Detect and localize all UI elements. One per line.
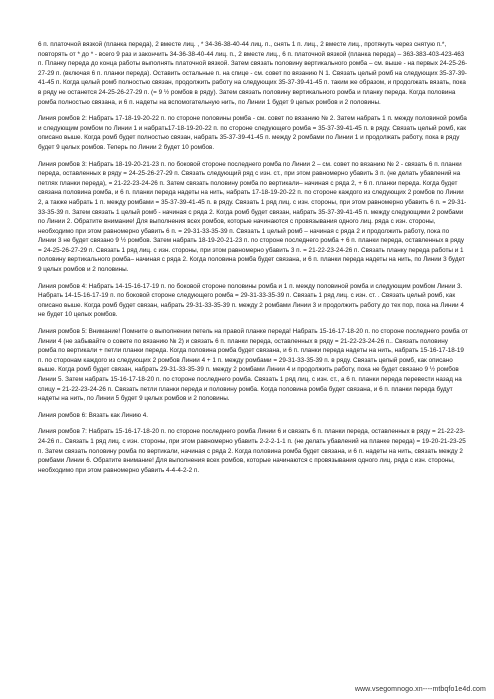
paragraph-line-7: Линия ромбов 7: Набрать 15-16-17-18-20 п. по стороне последнего ромба Линии 6 и связать 6 п. планки переда, оставленных в ряду = 21-22-23-24-26 п.. Связать 1 ряд лиц. с изн. стороны, при этом равномерно убавить 2-2-2-1-1 п. (не делать убавлений на планке переда) = 19-20-21-23-25 п. Затем связать половину ромба по вертикали, начиная с ряда 2. Когда половина ромба будет связана, и 6 п. надеты на нить, связать между 2 ромбами Линии 6. Обратите внимание! Для выполнения всех ромбов, которые начинаются с провязывания одного лиц. ряда с изн. стороны, необходимо при этом равномерно убавить 4-4-4-2-2 п. [38, 428, 466, 474]
paragraph-line-4: Линия ромбов 4: Набрать 14-15-16-17-19 п. по боковой стороне половины ромба и 1 п. между половиной ромба и следующим ромбом Линии 3. Набрать 14-15-16-17-19 п. по боковой стороне следующего ромба = 29-31-33-35-39 п. Связать 1 ряд лиц. с изн. ст. . Связать целый ромб, как описано выше. Когда ромб будет связан, набрать 29-31-33-35-39 п. между 2 ромбами Линии 3 и продолжить работу до тех пор, пока на Линии 4 не будет 10 целых ромбов. [38, 282, 464, 319]
paragraph-line-3: Линия ромбов 3: Набрать 18-19-20-21-23 п. по боковой стороне последнего ромба по Линии 2 – см. совет по вязанию № 2 - связать 6 п. планки переда, оставленных в ряду = 24-25-26-27-29 п. Связать следующий ряд с изн. ст., при этом равномерно убавить 3 п. (не делать убавлений на петлях планки переда), = 21-22-23-24-26 п. Затем связать половину ромба по вертикали– начиная с ряда 2, + 6 п. планки переда. Когда будет связана половина ромба, и 6 п. планки переда надеты на нить, набрать 17-18-19-20-22 п. по стороне каждого из следующих 2 ромбов по Линии 2, а также набрать 1 п. между ромбами = 35-37-39-41-45 п. в ряду. Связать 1 ряд лиц. с изн. стороны, при этом равномерно убавить 6 п. = 29-31-33-35-39 п. Затем связать 1 целый ромб - начиная с ряда 2. Когда ромб будет связан, набрать 35-37-39-41-45 п. между следующими 2 ромбами по Линии 2. Обратите внимание! Для выполнения всех ромбов, которые начинаются с провязывания одного лиц. ряда с изн. стороны, необходимо при этом равномерно убавить 6 п. = 29-31-33-35-39 п. Связать 1 целый ромб – начиная с ряда 2 и продолжить работу, пока по Линии 3 не будет связано 9 ½ ромбов. Затем набрать 18-19-20-21-23 п. по стороне последнего ромба + 6 п. планки переда, оставленных в ряду = 24-25-26-27-29 п. Связать 1 ряд лиц. с изн. стороны, при этом равномерно убавить 3 п. = 21-22-23-24-26 п. Связать планку переда работы и 1 половину вертикального ромба– начиная с ряда 2. Когда половина ромба будет связана, и 6 п. планки переда надеты на нить, по Линии 3 будет 9 целых ромбов и 2 половины. [38, 160, 467, 274]
paragraph-gap [38, 320, 468, 327]
paragraph-line-6: Линия ромбов 6: Вязать как Линию 4. [38, 411, 149, 419]
footer-url[interactable]: www.vsegomnogo.xn----mtbqfo1e4d.com [354, 686, 486, 693]
paragraph-line-1-end: 6 п. платочной вязкой (планка переда), 2 вместе лиц. , * 34-36-38-40-44 лиц. п., снять 1 п. лиц., 2 вместе лиц., протянуть через снятую п.*, повторять от * до * - всего 9 раз и закончить 34-36-38-40-44 лиц. п., 2 вместе лиц., 6 п. платочной вязкой (планка переда) – 363-383-403-423-463 п. Планку переда до конца работы выполнять платочной вязкой. Затем связать половину вертикального ромба – см. выше - на первых 24-25-26-27-29 п. (включая 6 п. планки переда). Оставить остальные п. на спице - см. совет по вязанию N 1. Связать целый ромб на следующих 35-37-39-41-45 п. Когда целый ромб полностью связан, продолжить работу на следующих 35-37-39-41-45 п. таким же образом, и продолжать вязать, пока в ряду не останется 24-25-26-27-29 п. (= 9 ½ ромбов в ряду). Затем связать половину вертикального ромба и планку переда. Когда половина ромба полностью связана, и 6 п. надеты на вспомогательную нить, по Линии 1 будет 9 целых ромбов и 2 половины. [38, 41, 468, 106]
paragraph-gap [38, 404, 468, 411]
paragraph-line-5: Линия ромбов 5: Внимание! Помните о выполнении петель на правой планке переда! Набрать 15-16-17-18-20 п. по стороне последнего ромба от Линии 4 (не забывайте о совете по вязанию № 2) и связать 6 п. планки переда, оставленных в ряду = 21-22-23-24-26 п.. Связать половину ромба по вертикали + петли планки переда. Когда половина ромба будет связана, и 6 п. планки переда надеты на нить, набрать 15-16-17-18-19 п. по сторонам каждого из следующих 2 ромбов Линии 4 + 1 п. между ромбами = 29-31-33-35-39 п. в ряду. Связать целый ромб, как описано выше. Когда ромб будет связан, набрать 29-31-33-35-39 п. между 2 ромбами Линии 4 и продолжить работу, пока не будет связано 9 ½ ромбов Линии 5. Затем набрать 15-16-17-18-20 п. по стороне последнего ромба. Связать 1 ряд лиц. с изн. ст., а 6 п. планки переда перевести назад на спицу = 21-22-23-24-26 п. Связать петли планки переда и половину ромба. Когда половина ромба будет связана, и 6 п. планки переда будут надеты на нить, по Линии 5 будет 9 целых ромбов и 2 половины. [38, 328, 468, 403]
paragraph-gap [38, 420, 468, 427]
document-body [38, 40, 468, 475]
paragraph-gap [38, 107, 468, 114]
paragraph-gap [38, 275, 468, 282]
paragraph-line-2: Линия ромбов 2: Набрать 17-18-19-20-22 п. по стороне половины ромба - см. совет по вязанию № 2. Затем набрать 1 п. между половиной ромба и следующим ромбом по Линии 1 и набрать17-18-19-20-22 п. по стороне следующего ромба = 35-37-39-41-45 п. в ряду. Связать целый ромб, как описано выше. Когда ромб будет полностью связан, набрать 35-37-39-41-45 п. между 2 ромбами по Линии 1 и продолжать работу, пока в ряду будет 9 целых ромбов. Теперь по Линии 2 будет 10 ромбов. [38, 115, 467, 151]
paragraph-gap [38, 153, 468, 160]
